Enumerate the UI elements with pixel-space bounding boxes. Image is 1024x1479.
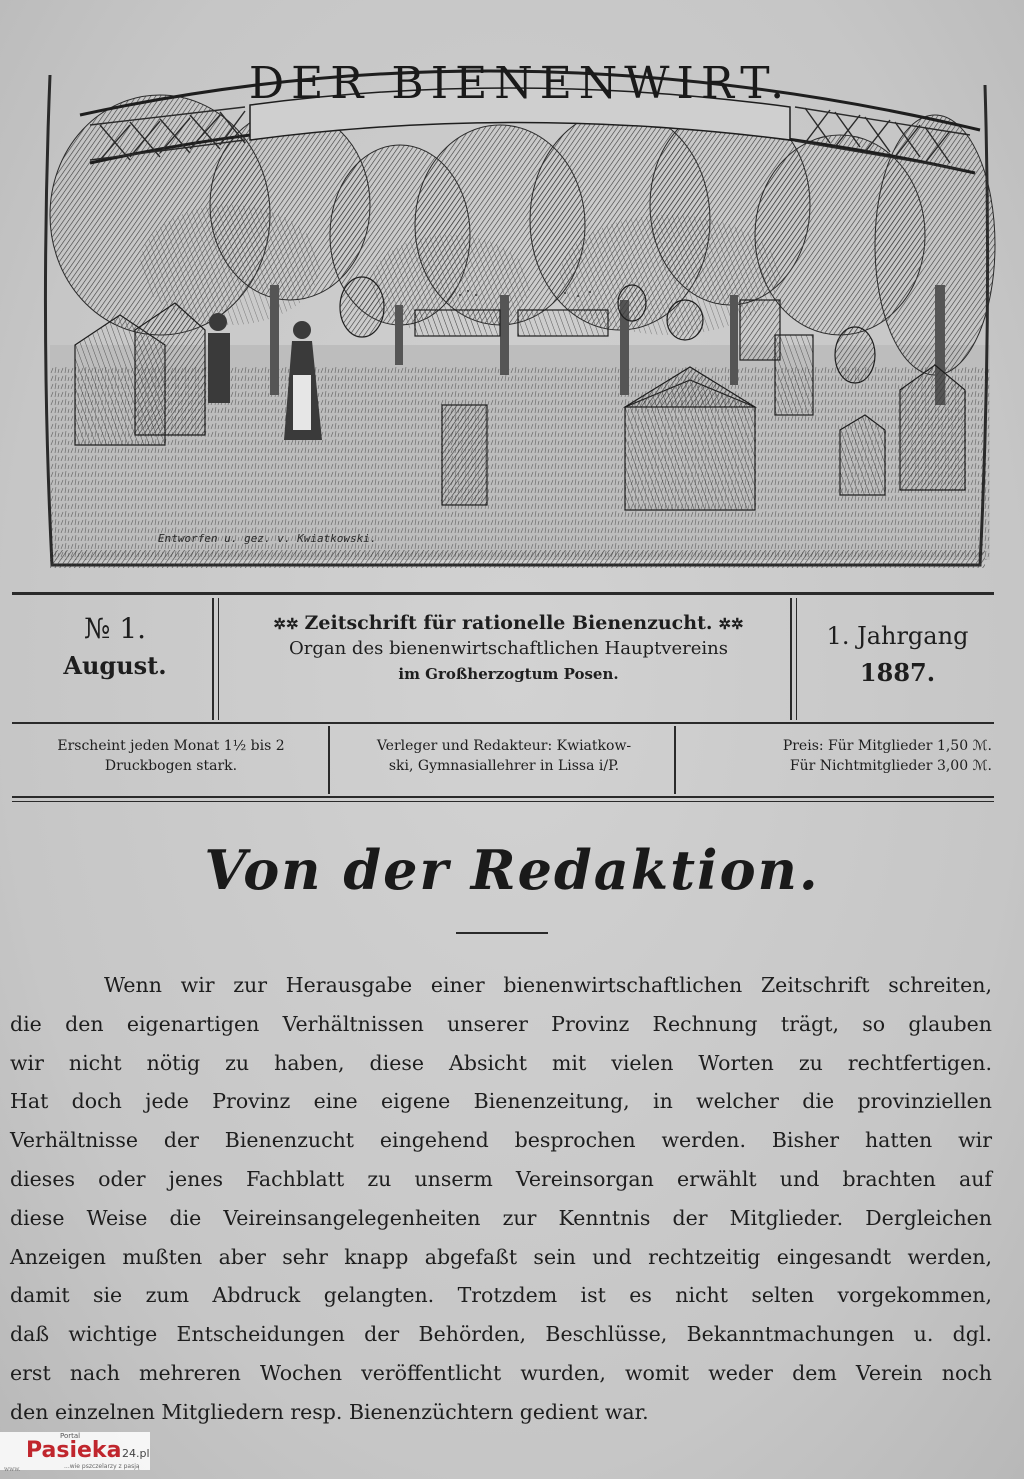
volume: 1. Jahrgang — [826, 622, 969, 650]
divider — [674, 726, 676, 794]
masthead-bottom-rule — [12, 796, 994, 798]
organ-line: Organ des bienenwirtschaftlichen Hauptvereins — [289, 638, 728, 659]
title-divider — [456, 932, 548, 934]
divider — [218, 598, 219, 720]
frequency-line: Erscheint jeden Monat 1½ bis 2 — [57, 738, 285, 754]
masthead-top-rule — [12, 592, 994, 595]
site-watermark — [0, 1430, 160, 1473]
text-line: Verhältnisse der Bienenzucht eingehend besprochen werden. Bisher hatten wir — [10, 1128, 992, 1153]
frequency-line: Druckbogen stark. — [104, 758, 238, 774]
price-info — [680, 736, 992, 776]
watermark-tld: 24.pl — [122, 1447, 150, 1460]
article-title: Von der Redaktion. — [204, 838, 820, 902]
text-line: damit sie zum Abdruck gelangten. Trotzdem ist es nicht selten vorgekommen, — [10, 1283, 992, 1308]
text-line: den einzelnen Mitgliedern resp. Bienenzüchtern gedient war. — [10, 1399, 649, 1424]
text-line: diese Weise die Veireinsangelegenheiten zur Kenntnis der Mitglieder. Dergleichen — [10, 1205, 992, 1230]
article-body — [10, 966, 992, 1432]
watermark-url-prefix: www. — [4, 1466, 21, 1473]
issue-info — [20, 612, 210, 680]
text-line: dieses oder jenes Fachblatt zu unserm Vereinsorgan erwählt und brachten auf — [10, 1166, 992, 1191]
issue-number: № 1. — [83, 612, 147, 645]
ornament-icon: ✲✲ — [718, 615, 744, 633]
text-line: wir nicht nötig zu haben, diese Absicht mit vielen Worten zu rechtfertigen. — [10, 1050, 992, 1075]
text-line: daß wichtige Entscheidungen der Behörden, Beschlüsse, Bekanntmachungen u. dgl. — [10, 1322, 992, 1347]
masthead-title: DER BIENENWIRT. — [248, 58, 792, 109]
subtitle: Zeitschrift für rationelle Bienenzucht. — [304, 612, 713, 634]
text-line: die den eigenartigen Verhältnissen unserer Provinz Rechnung trägt, so glauben — [10, 1011, 992, 1036]
watermark-tagline: ...wie pszczelarzy z pasją — [64, 1463, 140, 1470]
price-line: Für Nichtmitglieder 3,00 ℳ. — [789, 758, 992, 774]
region-line: im Großherzogtum Posen. — [398, 665, 619, 683]
volume-info — [800, 622, 995, 687]
frequency-info — [12, 736, 330, 776]
price-line: Preis: Für Mitglieder 1,50 ℳ. — [782, 738, 992, 754]
text-line: Wenn wir zur Herausgabe einer bienenwirtschaftlichen Zeitschrift schreiten, — [104, 973, 992, 997]
ornament-icon: ✲✲ — [273, 615, 299, 633]
illustration-credit: Entworfen u. gez. v. Kwiatkowski. — [158, 532, 377, 545]
year: 1887. — [859, 658, 936, 687]
text-line: erst nach mehreren Wochen veröffentlicht wurden, womit weder dem Verein noch — [10, 1360, 992, 1385]
text-line: Hat doch jede Provinz eine eigene Bienenzeitung, in welcher die provinziellen — [10, 1089, 992, 1114]
publisher-line: Verleger und Redakteur: Kwiatkow- — [376, 738, 632, 754]
subtitle-line — [226, 612, 791, 634]
issue-month: August. — [63, 651, 167, 680]
apiary-illustration — [30, 45, 998, 580]
divider — [796, 598, 797, 720]
text-line: Anzeigen mußten aber sehr knapp abgefaßt sein und rechtzeitig eingesandt werden, — [10, 1244, 992, 1269]
watermark-prefix: Portal — [60, 1432, 81, 1440]
publication-description — [226, 612, 791, 683]
masthead-bottom-rule-2 — [12, 801, 994, 802]
divider — [212, 598, 214, 720]
masthead-mid-rule — [12, 722, 994, 724]
watermark-logo: Pasieka — [26, 1438, 122, 1463]
publisher-line: ski, Gymnasiallehrer in Lissa i/P. — [388, 758, 620, 774]
publisher-info — [336, 736, 672, 776]
